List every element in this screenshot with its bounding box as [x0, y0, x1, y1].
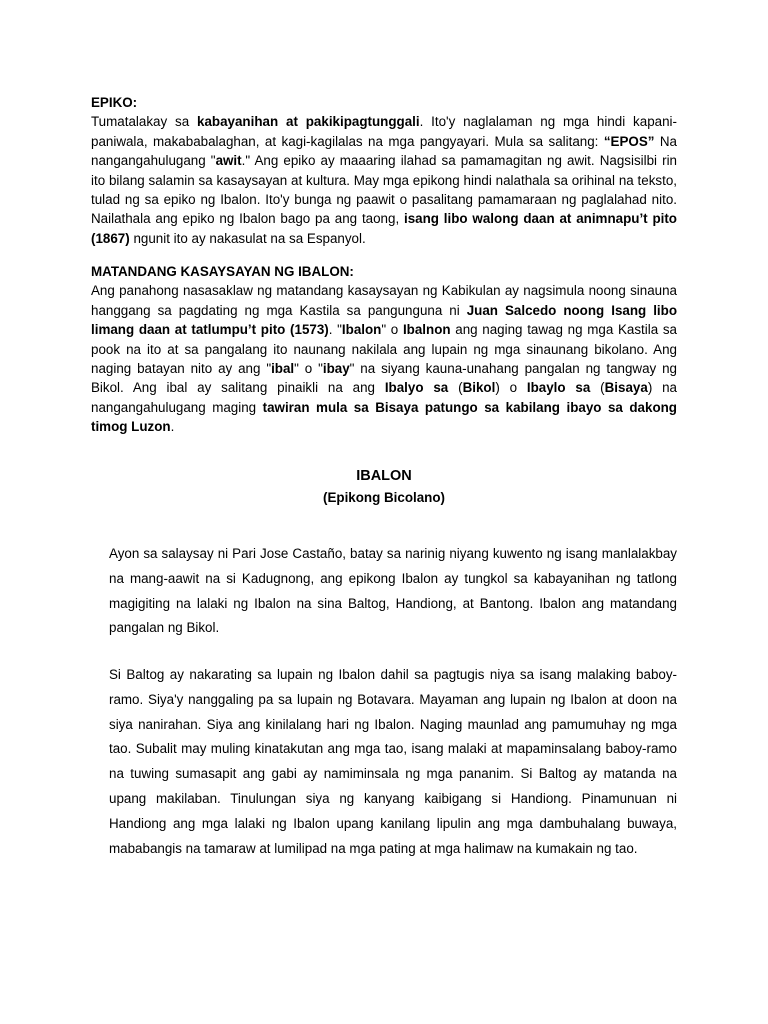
story-paragraph-2: Si Baltog ay nakarating sa lupain ng Ibalon dahil sa pagtugis niya sa isang malaking baboy-ramo. Siya'y nanggaling pa sa lupain ng Botavara. Mayaman ang lupain ng Ibalon at doon na siya nanirahan. Siya ang kinilalang hari ng Ibalon. Naging maunlad ang pamumuhay ng mga tao. Subalit may muling kinatakutan ang mga tao, isang malaki at mapaminsalang baboy-ramo na tuwing sumasapit ang gabi ay namiminsala ng mga pananim. Si Baltog ay matanda na upang makilaban. Tinulungan siya ng kanyang kaibigang si Handiong. Pinamunuan ni Handiong ang mga lalaki ng Ibalon upang kanilang lipulin ang mga dambuhalang buwaya, mababangis na tamaraw at lumilipad na mga pating at mga halimaw na kumakain ng tao.: [109, 667, 677, 856]
bold-phrase: Bikol: [462, 380, 496, 396]
kasaysayan-paragraph: [91, 281, 677, 436]
bold-phrase: Ibalyo sa: [384, 380, 449, 396]
bold-phrase: tawiran mula sa Bisaya patungo sa kabilang ibayo sa dakong timog Luzon: [91, 399, 677, 435]
text-run: ) na nangangahulugang maging: [91, 380, 678, 415]
text-run: " o ": [294, 361, 323, 377]
story-paragraph-1: Ayon sa salaysay ni Pari Jose Castaño, batay sa narinig niyang kuwento ng isang manlalakbay na mang-aawit na si Kadugnong, ang epikong Ibalon ay tungkol sa kabayanihan ng tatlong magigiting na lalaki ng Ibalon na sina Baltog, Handiong, at Bantong. Ibalon ang matandang pangalan ng Bikol.: [109, 546, 677, 636]
bold-phrase: kabayanihan at pakikipagtunggali: [197, 114, 420, 130]
ibalon-title: IBALON: [356, 468, 412, 484]
text-run: . Ito'y naglalaman ng mga hindi kapani-paniwala, makababalaghan, at kagi-kagilalas na mga pangyayari. Mula sa salitang:: [91, 114, 677, 149]
text-run: Na nangangahulugang ": [91, 133, 677, 169]
epiko-section: [91, 93, 677, 248]
bold-phrase: awit: [215, 153, 242, 169]
bold-phrase: ibal: [271, 361, 295, 377]
text-run: " na siyang kauna-unahang pangalan ng tangway ng Bikol. Ang ibal ay salitang pinaikli na ang: [91, 361, 677, 396]
text-run: ngunit ito ay nakasulat na sa Espanyol.: [129, 230, 366, 246]
text-run: ang naging tawag ng mga Kastila sa pook na ito at sa pangalang ito naunang nakilala ang lupain ng mga sinaunang bikolano. Ang naging batayan nito ay ang ": [91, 322, 677, 377]
text-run: Tumatalakay sa: [91, 114, 198, 130]
text-run: Ang panahong nasasaklaw ng matandang kasaysayan ng Kabikulan ay nagsimula noong sinauna hanggang sa pagdating ng mga Kastila sa pangunguna ni: [91, 283, 677, 318]
text-run: (: [448, 380, 463, 396]
text-run: (: [590, 380, 605, 396]
text-run: . ": [328, 322, 342, 338]
bold-phrase: Juan Salcedo noong Isang libo limang daan at tatlumpu’t pito (1573): [91, 302, 677, 338]
epiko-paragraph: [91, 112, 677, 248]
bold-phrase: Ibaylo sa: [526, 380, 591, 396]
bold-phrase: “EPOS”: [603, 133, 655, 149]
bold-phrase: ibay: [322, 361, 350, 377]
text-run: " o: [381, 322, 403, 338]
epiko-heading: EPIKO:: [91, 95, 138, 110]
kasaysayan-section: [91, 262, 677, 437]
text-run: ) o: [495, 380, 527, 396]
text-run: ." Ang epiko ay maaaring ilahad sa pamamagitan ng awit. Nagsisilbi rin ito bilang salamin sa kasaysayan at kultura. May mga epikong hindi nalathala sa orihinal na teksto, tulad ng sa epiko ng Ibalon. Ito'y bunga ng paawit o pasalitang pamamaraan ng paglalahad nito. Nailathala ang epiko ng Ibalon bago pa ang taong,: [91, 153, 677, 227]
bold-phrase: Ibalon: [341, 322, 382, 338]
kasaysayan-heading: MATANDANG KASAYSAYAN NG IBALON:: [91, 264, 354, 279]
text-run: .: [170, 419, 175, 435]
bold-phrase: Ibalnon: [402, 322, 451, 338]
ibalon-subtitle: (Epikong Bicolano): [323, 490, 445, 505]
bold-phrase: isang libo walong daan at animnapu’t pito (1867): [91, 211, 677, 246]
bold-phrase: Bisaya: [604, 380, 648, 396]
